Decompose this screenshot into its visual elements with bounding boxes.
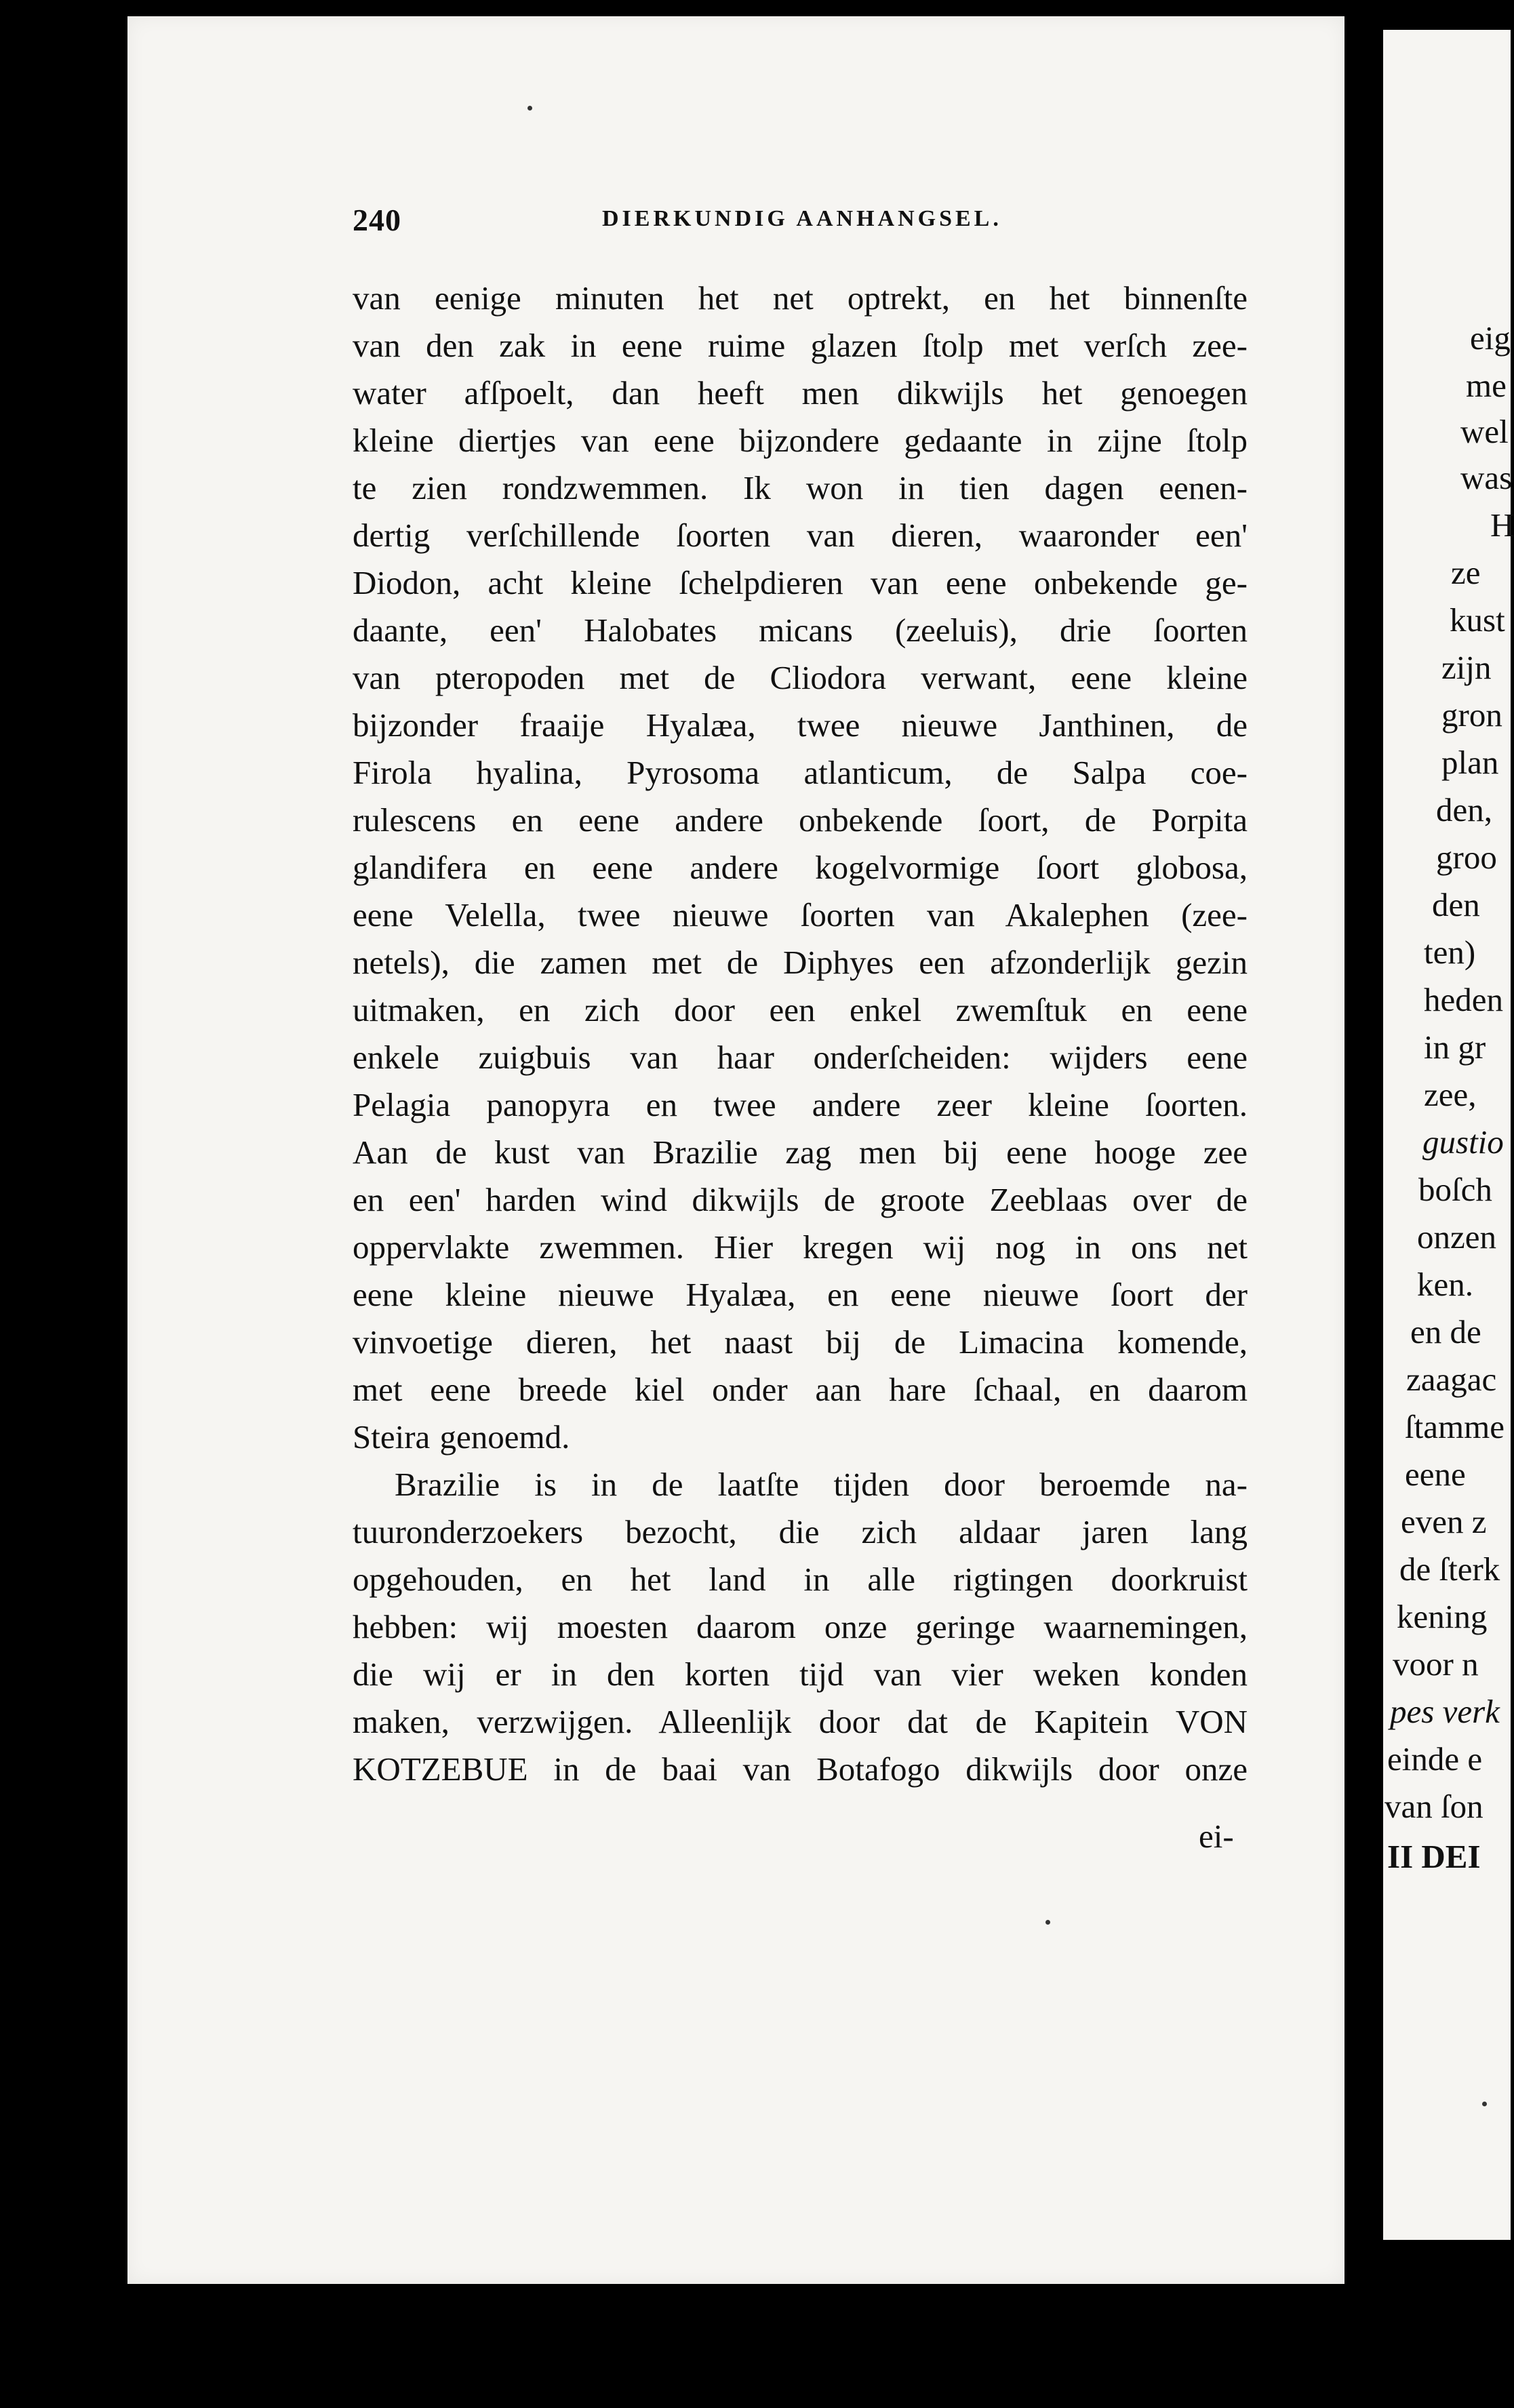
text-line: en een' harden wind dikwijls de groote Zeeblaas over de [353, 1181, 1248, 1218]
text-line: bijzonder fraaije Hyalæa, twee nieuwe Janthinen, de [353, 706, 1248, 744]
right-page-line: wel [1460, 413, 1509, 450]
right-page-line: de ſterk [1399, 1550, 1500, 1588]
text-line: tuuronderzoekers bezocht, die zich aldaar jaren lang [353, 1513, 1248, 1550]
right-page-fragment [1383, 30, 1514, 2240]
text-line: enkele zuigbuis van haar onderſcheiden: wijders eene [353, 1039, 1248, 1076]
body-text [353, 275, 1248, 1793]
catchword: ei- [1199, 1818, 1234, 1855]
text-line: hebben: wij moesten daarom onze geringe waarnemingen, [353, 1608, 1248, 1645]
text-line: dertig verſchillende ſoorten van dieren, waaronder een' [353, 517, 1248, 554]
text-line: die wij er in den korten tijd van vier weken konden [353, 1656, 1248, 1693]
text-line: Steira genoemd. [353, 1418, 570, 1456]
right-page-line: even z [1401, 1503, 1487, 1540]
right-page-line: ken. [1417, 1266, 1473, 1303]
right-page-line: kust [1450, 601, 1505, 639]
speck [527, 106, 532, 111]
right-page-line: ze [1451, 554, 1481, 591]
right-page-line: kening [1397, 1598, 1488, 1635]
speck [1045, 1920, 1050, 1925]
right-page-line: van ſon [1384, 1788, 1483, 1825]
right-page-line: heden [1424, 981, 1503, 1018]
right-page-line: einde e [1387, 1740, 1483, 1778]
right-page-line: plan [1441, 744, 1499, 781]
right-page-line: H [1490, 506, 1514, 544]
right-page-line: voor n [1393, 1645, 1479, 1683]
text-line: eene Velella, twee nieuwe ſoorten van Akalephen (zee- [353, 896, 1248, 934]
right-page-line: boſch [1418, 1171, 1492, 1208]
right-page-line: zaagac [1406, 1361, 1497, 1398]
right-page-line: zee, [1424, 1076, 1477, 1113]
right-page-line: zijn [1441, 649, 1492, 686]
right-page-line: onzen [1417, 1218, 1496, 1256]
right-page-line: pes verk [1390, 1693, 1500, 1730]
text-line: kleine diertjes van eene bijzondere gedaante in zijne ſtolp [353, 422, 1248, 459]
text-line: van pteropoden met de Cliodora verwant, eene kleine [353, 659, 1248, 696]
text-line: netels), die zamen met de Diphyes een afzonderlijk gezin [353, 944, 1248, 981]
speck [1482, 2102, 1487, 2106]
right-page-line: en de [1410, 1313, 1481, 1350]
right-page-line: eene [1405, 1456, 1466, 1493]
right-page-line: groo [1436, 839, 1497, 876]
text-line: uitmaken, en zich door een enkel zwemſtuk en eene [353, 991, 1248, 1028]
text-line: eene kleine nieuwe Hyalæa, en eene nieuwe ſoort der [353, 1276, 1248, 1313]
text-line: Brazilie is in de laatſte tijden door beroemde na- [395, 1466, 1248, 1503]
text-line: glandifera en eene andere kogelvormige ſoort globosa, [353, 849, 1248, 886]
right-page-line: gustio [1422, 1123, 1504, 1161]
right-page-line: eig [1470, 319, 1511, 357]
right-page-line: ſtamme [1405, 1408, 1505, 1445]
text-line: oppervlakte zwemmen. Hier kregen wij nog in ons net [353, 1228, 1248, 1266]
text-line: maken, verzwijgen. Alleenlijk door dat de Kapitein VON [353, 1703, 1248, 1740]
right-page-line: den, [1436, 791, 1492, 828]
text-line: KOTZEBUE in de baai van Botafogo dikwijls door onze [353, 1750, 1248, 1788]
right-page-line: gron [1441, 696, 1502, 734]
right-page-line: was [1460, 459, 1513, 496]
right-page-line: II DEI [1387, 1838, 1481, 1875]
text-line: water afſpoelt, dan heeft men dikwijls het genoegen [353, 374, 1248, 412]
right-page-line: den [1432, 886, 1480, 923]
right-page-line: me [1466, 367, 1507, 404]
text-line: Firola hyalina, Pyrosoma atlanticum, de Salpa coe- [353, 754, 1248, 791]
page-header [353, 202, 1356, 243]
text-line: rulescens en eene andere onbekende ſoort, de Porpita [353, 801, 1248, 839]
right-page-line: ten) [1424, 934, 1476, 971]
text-line: van eenige minuten het net optrekt, en het binnenſte [353, 279, 1248, 317]
text-line: van den zak in eene ruime glazen ſtolp met verſch zee- [353, 327, 1248, 364]
right-page-line: in gr [1424, 1028, 1486, 1066]
text-line: Diodon, acht kleine ſchelpdieren van eene onbekende ge- [353, 564, 1248, 601]
text-line: opgehouden, en het land in alle rigtingen doorkruist [353, 1561, 1248, 1598]
text-line: Aan de kust van Brazilie zag men bij eene hooge zee [353, 1133, 1248, 1171]
text-line: Pelagia panopyra en twee andere zeer kleine ſoorten. [353, 1086, 1248, 1123]
text-line: te zien rondzwemmen. Ik won in tien dagen eenen- [353, 469, 1248, 506]
page-number: 240 [353, 203, 401, 237]
text-line: met eene breede kiel onder aan hare ſchaal, en daarom [353, 1371, 1248, 1408]
text-line: daante, een' Halobates micans (zeeluis), drie ſoorten [353, 611, 1248, 649]
text-line: vinvoetige dieren, het naast bij de Limacina komende, [353, 1323, 1248, 1361]
running-head: DIERKUNDIG AANHANGSEL. [602, 206, 1002, 231]
